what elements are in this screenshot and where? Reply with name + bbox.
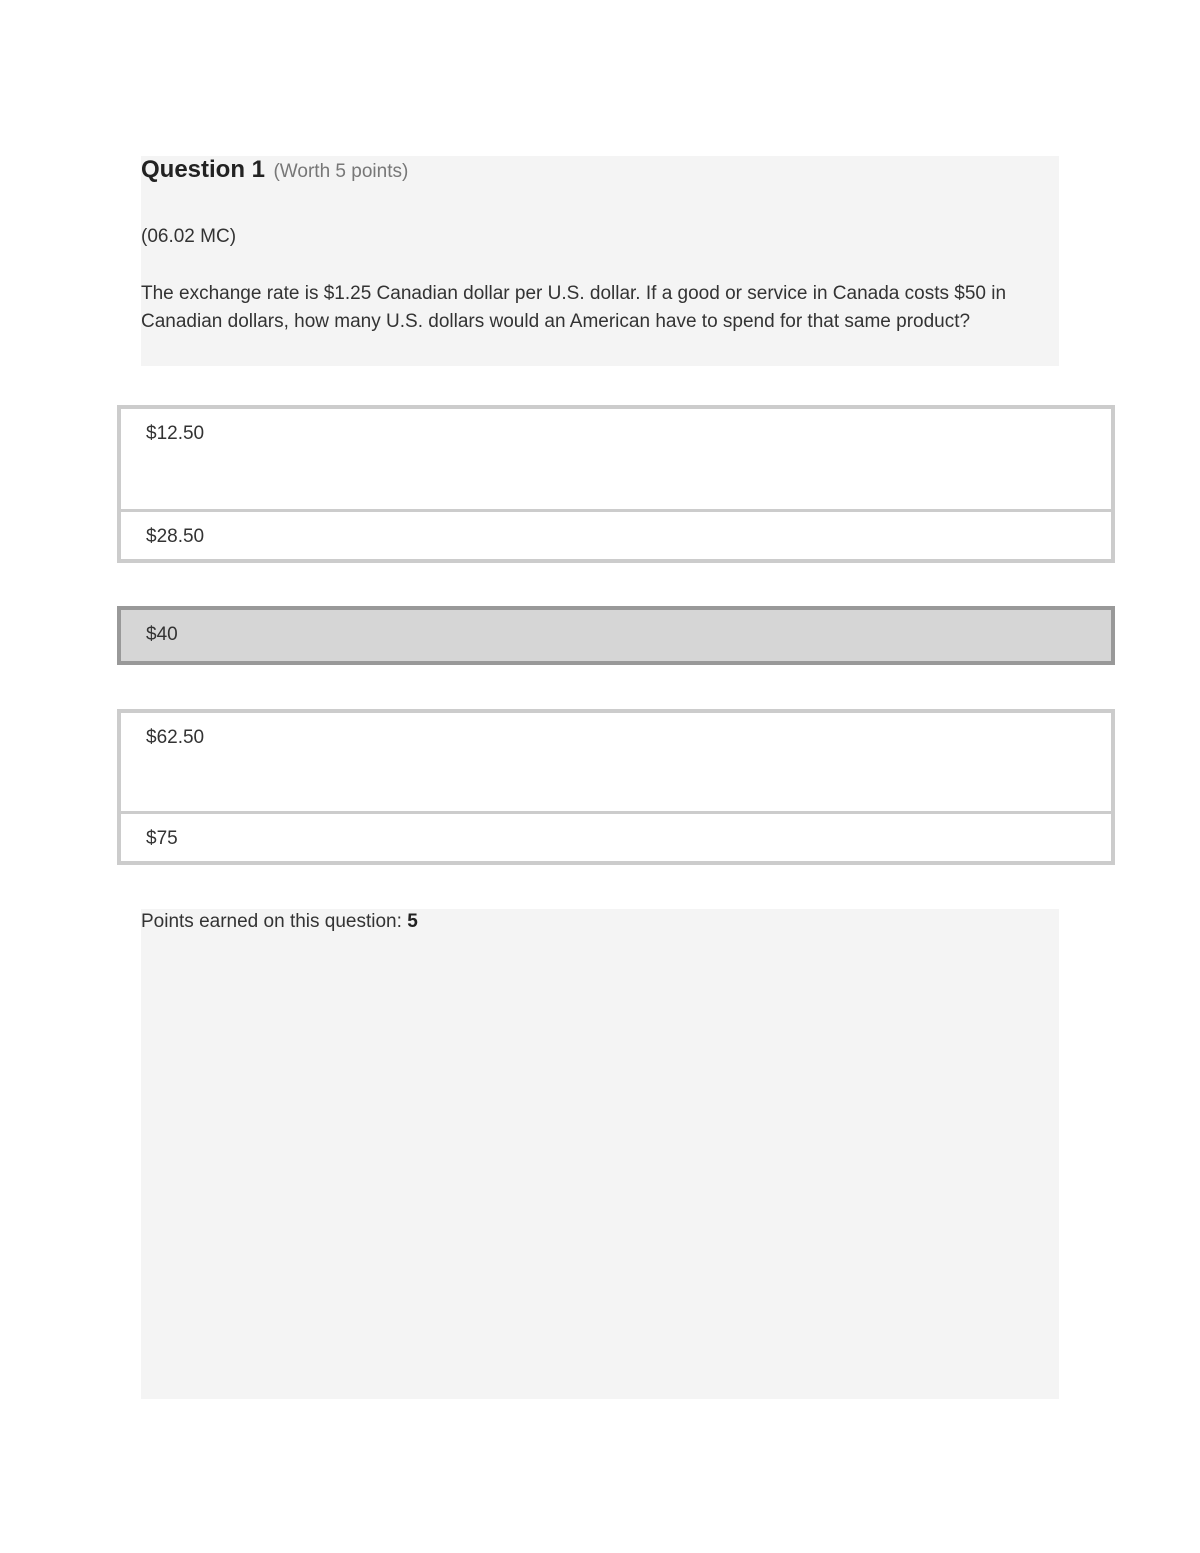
answer-option-label: $62.50 (146, 727, 205, 748)
question-worth: (Worth 5 points) (273, 161, 409, 182)
answer-options-group (117, 709, 1115, 865)
answer-option[interactable] (121, 509, 1111, 559)
question-panel (141, 156, 1059, 366)
points-earned (141, 911, 418, 933)
answer-option-label: $28.50 (146, 526, 205, 547)
answer-options-group (117, 405, 1115, 563)
answer-option-label: $12.50 (146, 423, 205, 444)
answer-option-selected[interactable] (117, 606, 1115, 665)
answer-option[interactable] (121, 811, 1111, 861)
answer-option[interactable] (121, 713, 1111, 811)
points-panel (141, 909, 1059, 1399)
answer-option-label: $40 (146, 624, 178, 645)
question-heading (141, 156, 408, 184)
points-label: Points earned on this question: (141, 911, 402, 932)
answer-option[interactable] (121, 409, 1111, 509)
question-code: (06.02 MC) (141, 226, 237, 247)
answer-option-label: $75 (146, 828, 178, 849)
question-title: Question 1 (141, 156, 266, 183)
question-text: The exchange rate is $1.25 Canadian dollar per U.S. dollar. If a good or service in Canada costs $50 in Canadian dollars, how many U.S. dollars would an American have to spend for that same product? (141, 283, 1007, 332)
points-value: 5 (407, 911, 418, 932)
